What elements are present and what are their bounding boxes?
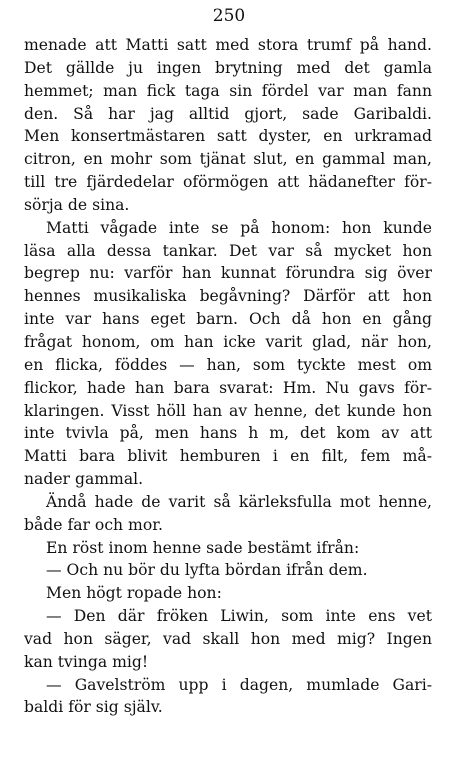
text-line: kan tvinga mig! — [24, 652, 149, 671]
text-line: Det gällde ju ingen brytning med det gamla — [24, 58, 432, 77]
text-line: citron, en mohr som tjänat slut, en gammal man, — [24, 150, 432, 169]
text-line: hemmet; man fick taga sin fördel var man fann — [24, 81, 432, 100]
body-text — [24, 34, 432, 719]
text-line: klaringen. Visst höll han av henne, det kunde hon — [24, 401, 432, 420]
text-line: Men konsertmästaren satt dyster, en urkramad — [24, 127, 432, 146]
text-line: vad hon säger, vad skall hon med mig? Ingen — [24, 629, 432, 648]
text-line: baldi för sig själv. — [24, 698, 163, 717]
text-line: — Och nu bör du lyfta bördan ifrån dem. — [46, 561, 368, 580]
text-line: läsa alla dessa tankar. Det var så mycket hon — [24, 241, 432, 260]
text-line: frågat honom, om han icke varit glad, när hon, — [24, 332, 432, 351]
text-line: Matti vågade inte se på honom: hon kunde — [46, 218, 432, 237]
text-line: inte var hans eget barn. Och då hon en gång — [24, 310, 432, 329]
text-line: flickor, hade han bara svarat: Hm. Nu gavs för- — [24, 378, 432, 397]
text-line: till tre fjärdedelar oförmögen att hädanefter för- — [24, 173, 432, 192]
text-line: hennes musikaliska begåvning? Därför att hon — [24, 287, 432, 306]
text-line: Matti bara blivit hemburen i en filt, fem må- — [24, 447, 432, 466]
text-line: begrep nu: varför han kunnat förundra sig över — [24, 264, 432, 283]
text-line: Ändå hade de varit så kärleksfulla mot henne, — [46, 492, 432, 511]
text-line: menade att Matti satt med stora trumf på hand. — [24, 36, 432, 54]
text-line: inte tvivla på, men hans h m, det kom av att — [24, 424, 432, 443]
text-line: En röst inom henne sade bestämt ifrån: — [46, 538, 360, 557]
page-number: 250 — [212, 6, 246, 26]
text-line: Men högt ropade hon: — [46, 584, 222, 603]
text-line: — Gavelström upp i dagen, mumlade Gari- — [46, 675, 432, 694]
text-line: både far och mor. — [24, 515, 163, 534]
text-line: den. Så har jag alltid gjort, sade Garibaldi. — [24, 104, 432, 123]
text-line: en flicka, föddes — han, som tyckte mest om — [24, 355, 432, 374]
text-line: sörja de sina. — [24, 195, 130, 214]
text-line: nader gammal. — [24, 470, 144, 489]
text-line: — Den där fröken Liwin, som inte ens vet — [46, 607, 432, 626]
